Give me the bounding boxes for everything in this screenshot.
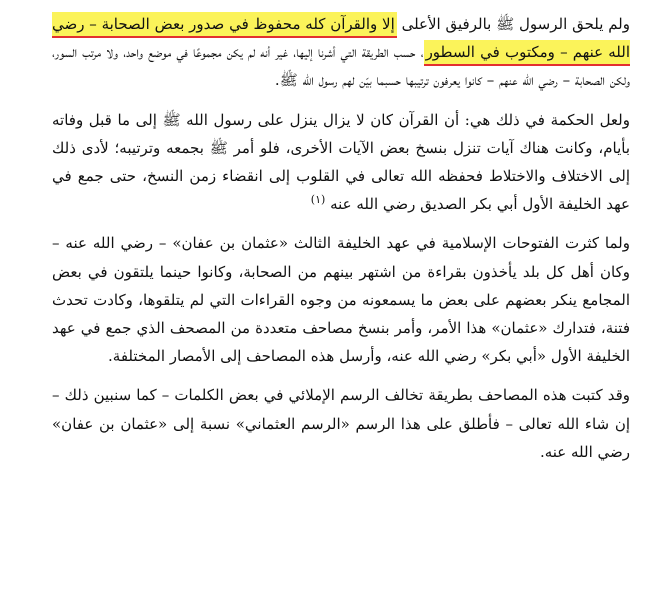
paragraph-2-text: ولعل الحكمة في ذلك هي: أن القرآن كان لا يزال ينزل على رسول الله ﷺ إلى ما قبل وفاته بأيام، وكانت هناك آيات تنزل بنسخ بعض الآيات الأخرى، فلو أمر ﷺ بجمعه وترتيبه؛ لأدى ذلك إلى الاختلاف والاختلاط فحفظه الله تعالى في القلوب إلى انقضاء زمن النسخ، حتى جمع في عهد الخليفة الأول أبي بكر الصديق رضي الله عنه [52,110,630,214]
paragraph-4 [52,381,652,466]
paragraph-1 [52,10,652,95]
paragraph-1-rest: ، حسب الطريقة التي أشرنا إليها، غير أنه لم يكن مجموعًا في موضع واحد، ولا مرتب السور، ولكن الصحابة – رضي الله عنهم – كانوا يعرفون ترتيبها حسبما بيّن لهم رسول الله ﷺ. [52,43,630,90]
paragraph-3-text: ولما كثرت الفتوحات الإسلامية في عهد الخليفة الثالث «عثمان بن عفان» – رضي الله عنه – وكان أهل كل بلد يأخذون بقراءة من اشتهر بينهم من الصحابة، وكانوا حينما يلتقون في بعض المجامع ينكر بعضهم على بعض ما يسمعونه من وجوه القراءات التي لم يتلقوها، وكادت تحدث فتنة، فتدارك «عثمان» هذا الأمر، وأمر بنسخ مصاحف متعددة من المصحف الذي جمع في عهد الخليفة الأول «أبي بكر» رضي الله عنه، وأرسل هذه المصاحف إلى الأمصار المختلفة. [52,234,630,366]
document-page [52,10,652,610]
paragraph-2 [52,106,652,219]
paragraph-1-intro: ولم يلحق الرسول ﷺ بالرفيق الأعلى [396,15,630,33]
footnote-marker[interactable]: (١) [310,193,326,207]
highlighted-passage: إلا والقرآن كله محفوظ في صدور بعض الصحابة – رضي الله عنهم – ومكتوب في السطور [52,12,630,66]
paragraph-3 [52,229,652,370]
paragraph-4-text: وقد كتبت هذه المصاحف بطريقة تخالف الرسم الإملائي في بعض الكلمات – كما سنبين ذلك – إن شاء الله تعالى – فأطلق على هذا الرسم «الرسم العثماني» نسبة إلى «عثمان بن عفان» رضي الله عنه. [52,386,630,461]
